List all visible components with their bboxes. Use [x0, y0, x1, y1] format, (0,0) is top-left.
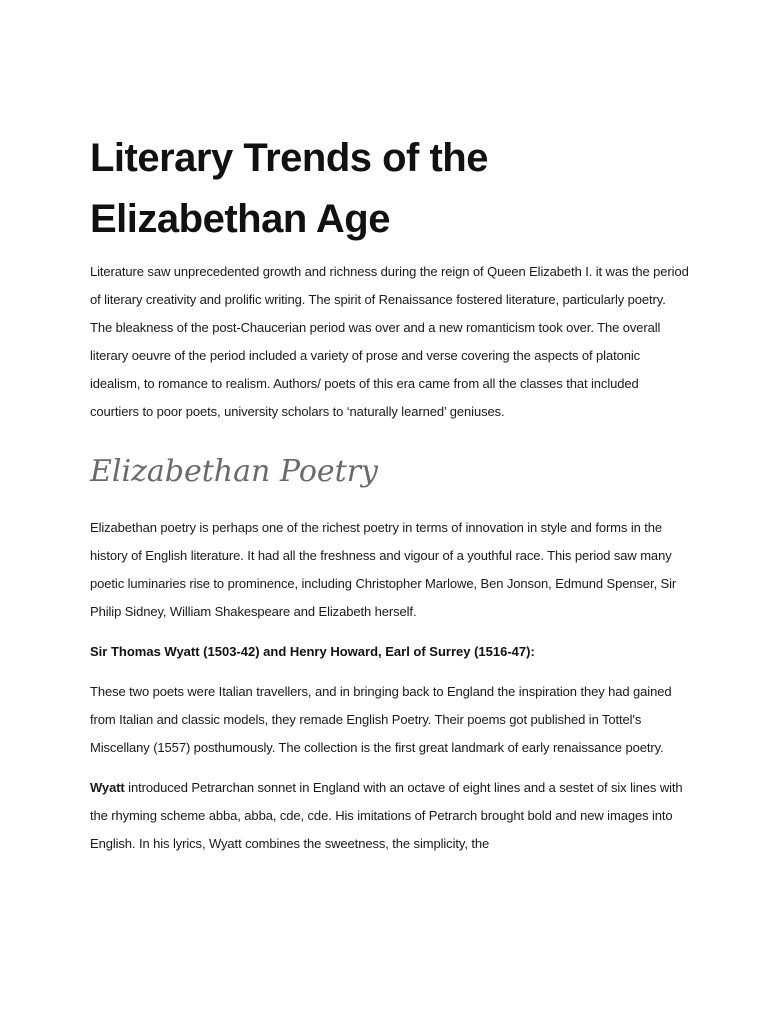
poets-label: Sir Thomas Wyatt (1503-42) and Henry Howard, Earl of Surrey (1516-47):: [90, 644, 535, 659]
page-title: [90, 128, 690, 250]
wyatt-paragraph: [90, 774, 690, 858]
poetry-paragraph: Elizabethan poetry is perhaps one of the richest poetry in terms of innovation in style and forms in the history of English literature. It had all the freshness and vigour of a youthful race. This period saw many poetic luminaries rise to prominence, including Christopher Marlowe, Ben Jonson, Edmund Spenser, Sir Philip Sidney, William Shakespeare and Elizabeth herself.: [90, 520, 677, 619]
wyatt-text: introduced Petrarchan sonnet in England with an octave of eight lines and a sestet of six lines with the rhyming scheme abba, abba, cde, cde. His imitations of Petrarch brought bold and new images into English. In his lyrics, Wyatt combines the sweetness, the simplicity, the: [90, 780, 683, 851]
section-heading-elizabethan-poetry: Elizabethan Poetry: [90, 454, 378, 489]
poets-paragraph: These two poets were Italian travellers, and in bringing back to England the inspiration they had gained from Italian and classic models, they remade English Poetry. Their poems got published in Tottel's Miscellany (1557) posthumously. The collection is the first great landmark of early renaissance poetry.: [90, 684, 672, 755]
intro-paragraph: Literature saw unprecedented growth and richness during the reign of Queen Elizabeth I. it was the period of literary creativity and prolific writing. The spirit of Renaissance fostered literature, particularly poetry. The bleakness of the post-Chaucerian period was over and a new romanticism took over. The overall literary oeuvre of the period included a variety of prose and verse covering the aspects of platonic idealism, to romance to realism. Authors/ poets of this era came from all the classes that included courtiers to poor poets, university scholars to ‘naturally learned’ geniuses.: [90, 264, 689, 419]
wyatt-name: Wyatt: [90, 780, 125, 795]
title-line-2: Elizabethan Age: [90, 197, 390, 241]
document-body: [90, 128, 690, 884]
title-line-1: Literary Trends of the: [90, 136, 488, 180]
